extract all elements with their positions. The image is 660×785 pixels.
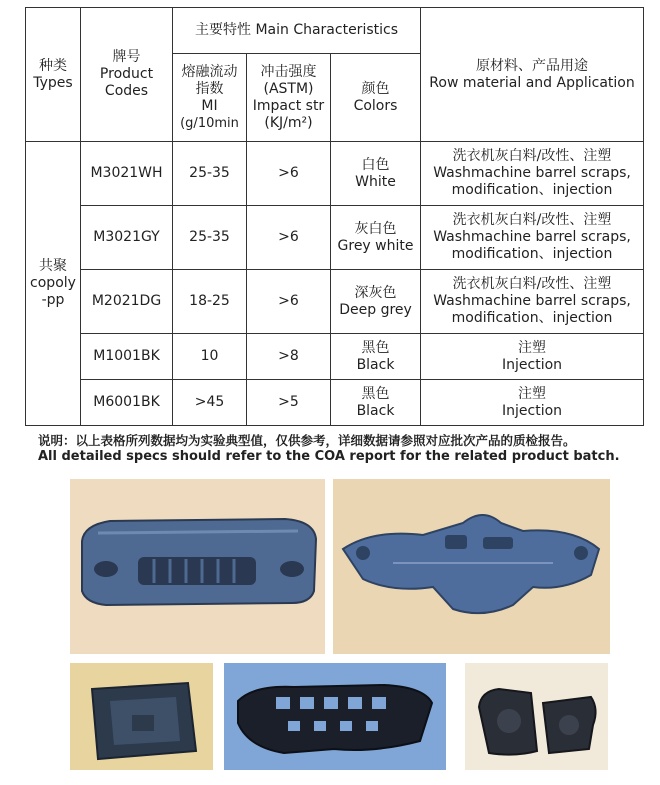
dashboard-body [343, 515, 599, 613]
application-line1: 洗衣机灰白料/改性、注塑 [452, 276, 612, 292]
application-cell [421, 270, 644, 334]
impact-header-cn: 冲击强度 [260, 63, 317, 80]
code-cell: M3021WH [81, 142, 173, 206]
color-header [331, 54, 421, 142]
color-cell [331, 334, 421, 380]
mi-cell: 10 [173, 334, 247, 380]
application-line3: modification、injection [451, 310, 613, 326]
application-line2: Washmachine barrel scraps, [433, 165, 631, 181]
color-cell [331, 270, 421, 334]
impact-header-en2: Impact str [252, 97, 325, 114]
application-header-en: Row material and Application [429, 74, 635, 91]
application-header-cn: 原材料、产品用途 [476, 57, 589, 74]
color-en: Black [356, 356, 395, 373]
codes-header-cn: 牌号 [112, 49, 141, 65]
application-line2: Injection [502, 402, 563, 419]
application-line2: Injection [502, 356, 563, 373]
impact-header-en3: (KJ/m²) [264, 114, 313, 131]
application-line2: Washmachine barrel scraps, [433, 293, 631, 309]
impact-header [247, 54, 331, 142]
code-cell: M6001BK [81, 380, 173, 426]
type-en2: -pp [41, 292, 65, 308]
application-header [421, 8, 644, 142]
mi-header-en1: MI [201, 97, 218, 114]
codes-header-en2: Codes [104, 83, 149, 99]
spec-table [25, 7, 644, 426]
color-cn: 灰白色 [354, 220, 397, 237]
impact-cell: >6 [247, 206, 331, 270]
application-line1: 洗衣机灰白料/改性、注塑 [452, 148, 612, 164]
mi-header-cn1: 熔融流动 [181, 63, 238, 80]
table-row [26, 206, 644, 270]
impact-cell: >6 [247, 142, 331, 206]
color-cn: 黑色 [361, 339, 390, 356]
table-row [26, 270, 644, 334]
application-cell [421, 142, 644, 206]
main-characteristics-header: 主要特性 Main Characteristics [173, 8, 421, 54]
code-cell: M1001BK [81, 334, 173, 380]
color-header-cn: 颜色 [361, 80, 390, 97]
note-en: All detailed specs should refer to the COA report for the related product batch. [38, 449, 620, 464]
grille-part-body [238, 685, 432, 753]
color-cn: 深灰色 [354, 284, 397, 301]
color-cell [331, 380, 421, 426]
codes-header [81, 8, 173, 142]
mi-cell: >45 [173, 380, 247, 426]
application-line3: modification、injection [451, 246, 613, 262]
note-cn: 说明：以上表格所列数据均为实验典型值，仅供参考，详细数据请参照对应批次产品的质检报告。 [38, 433, 576, 448]
table-row [26, 142, 644, 206]
impact-header-en1: (ASTM) [263, 80, 314, 97]
table-row [26, 334, 644, 380]
color-en: Deep grey [339, 301, 412, 318]
cover-parts-photo [465, 663, 608, 770]
dashboard-photo [333, 479, 610, 654]
mi-header-en2: (g/10min [180, 115, 239, 131]
color-en: Grey white [337, 237, 414, 254]
mi-cell: 25-35 [173, 142, 247, 206]
table-row [26, 380, 644, 426]
color-en: White [355, 173, 396, 190]
mi-cell: 18-25 [173, 270, 247, 334]
color-en: Black [356, 402, 395, 419]
plate-part-photo [70, 663, 213, 770]
type-cell [26, 142, 81, 426]
bumper-photo [70, 479, 325, 654]
codes-header-en1: Product [99, 66, 154, 82]
application-cell [421, 380, 644, 426]
mi-header-cn2: 指数 [195, 80, 224, 97]
impact-cell: >8 [247, 334, 331, 380]
color-header-en: Colors [353, 97, 398, 114]
types-header-en: Types [33, 74, 73, 91]
application-cell [421, 206, 644, 270]
types-header-cn: 种类 [39, 57, 67, 74]
type-cn: 共聚 [39, 258, 67, 274]
application-cell [421, 334, 644, 380]
application-line1: 注塑 [518, 385, 547, 402]
mi-cell: 25-35 [173, 206, 247, 270]
color-cell [331, 142, 421, 206]
mi-header [173, 54, 247, 142]
code-cell: M3021GY [81, 206, 173, 270]
impact-cell: >5 [247, 380, 331, 426]
application-line3: modification、injection [451, 182, 613, 198]
code-cell: M2021DG [81, 270, 173, 334]
color-cn: 黑色 [361, 385, 390, 402]
application-line1: 注塑 [518, 339, 547, 356]
grille-part-photo [224, 663, 446, 770]
impact-cell: >6 [247, 270, 331, 334]
color-cell [331, 206, 421, 270]
color-cn: 白色 [361, 156, 390, 173]
type-en1: copoly [30, 275, 76, 291]
application-line1: 洗衣机灰白料/改性、注塑 [452, 212, 612, 228]
application-line2: Washmachine barrel scraps, [433, 229, 631, 245]
types-header [26, 8, 81, 142]
